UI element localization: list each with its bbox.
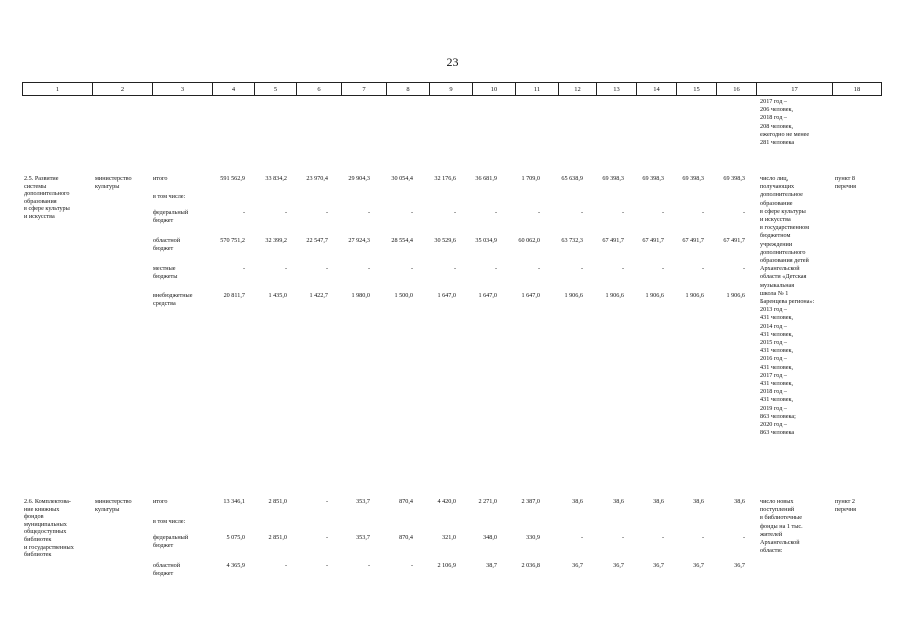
column-header: 7 bbox=[342, 83, 387, 96]
table-cell: 32 399,2 bbox=[265, 237, 287, 244]
table-cell: - bbox=[284, 209, 287, 216]
table-cell: 32 176,6 bbox=[434, 175, 456, 182]
table-cell: - bbox=[661, 265, 664, 272]
table-cell: 1 500,0 bbox=[394, 292, 413, 299]
table-cell: - bbox=[410, 265, 413, 272]
table-cell: 1 906,6 bbox=[726, 292, 745, 299]
table-cell: 321,0 bbox=[442, 534, 456, 541]
table-cell: 1 422,7 bbox=[309, 292, 328, 299]
column-header: 15 bbox=[677, 83, 717, 96]
table-cell: - bbox=[325, 265, 328, 272]
table-cell: 27 924,3 bbox=[348, 237, 370, 244]
table-cell: - bbox=[701, 534, 704, 541]
table-cell: - bbox=[701, 265, 704, 272]
column-header: 6 bbox=[297, 83, 342, 96]
table-cell: 1 647,0 bbox=[437, 292, 456, 299]
table-cell: 60 062,0 bbox=[518, 237, 540, 244]
table-cell: 20 811,7 bbox=[223, 292, 245, 299]
table-cell: 69 398,3 bbox=[602, 175, 624, 182]
table-cell: 353,7 bbox=[356, 534, 370, 541]
table-cell: - bbox=[537, 209, 540, 216]
table-cell: 2 271,0 bbox=[478, 498, 497, 505]
table-cell: 36,7 bbox=[734, 562, 745, 569]
row-2-6-result: число новых поступлений в библиотечные фонды на 1 тыс. жителей Архангельской области: bbox=[760, 498, 803, 555]
column-header: 5 bbox=[255, 83, 297, 96]
table-cell: 38,6 bbox=[653, 498, 664, 505]
column-header: 9 bbox=[430, 83, 473, 96]
table-cell: 591 562,9 bbox=[220, 175, 245, 182]
row-2-6-source: в том числе: bbox=[153, 518, 186, 525]
table-cell: 1 435,0 bbox=[268, 292, 287, 299]
column-header: 8 bbox=[387, 83, 430, 96]
table-cell: - bbox=[325, 534, 328, 541]
page-number: 23 bbox=[446, 55, 459, 69]
table-cell: 30 054,4 bbox=[391, 175, 413, 182]
table-cell: 1 906,6 bbox=[645, 292, 664, 299]
table-cell: 36 681,9 bbox=[475, 175, 497, 182]
table-cell: 22 547,7 bbox=[306, 237, 328, 244]
row-2-6-reference: пункт 2 перечня bbox=[835, 498, 857, 513]
row-2-5-source: федеральный бюджет bbox=[153, 209, 189, 224]
table-cell: 33 834,2 bbox=[265, 175, 287, 182]
table-cell: 870,4 bbox=[399, 498, 413, 505]
table-cell: 4 420,0 bbox=[437, 498, 456, 505]
row-2-6-name: 2.6. Комплектова- ние книжных фондов муниципальных общедоступных библиотек и государственных библиотек bbox=[24, 498, 74, 559]
column-header-table bbox=[22, 82, 882, 96]
table-cell: 1 906,6 bbox=[564, 292, 583, 299]
table-cell: 67 491,7 bbox=[602, 237, 624, 244]
table-cell: 65 638,9 bbox=[561, 175, 583, 182]
row-2-5-result: число лиц, получающих дополнительное образование в сфере культуры и искусства в государственном бюджетном учреждении дополнительного образования детей Архангельской области «Детская музыкальная школа № 1 Баренцева региона»: 2013 год – 431 человек, 2014 год – 431 человек, 2015 год – 431 человек, 2016 год – 431 человек, 2017 год – 431 человек, 2018 год – 431 человек, 2019 год – 863 человека; 2020 год – 863 человека bbox=[760, 175, 815, 437]
table-cell: 1 709,0 bbox=[521, 175, 540, 182]
table-cell: - bbox=[367, 209, 370, 216]
table-cell: 29 904,3 bbox=[348, 175, 370, 182]
table-cell: - bbox=[494, 209, 497, 216]
table-cell: 348,0 bbox=[483, 534, 497, 541]
table-cell: 36,7 bbox=[693, 562, 704, 569]
table-cell: - bbox=[701, 209, 704, 216]
column-header: 11 bbox=[516, 83, 559, 96]
table-cell: 4 365,9 bbox=[226, 562, 245, 569]
top-note: 2017 год – 206 человек, 2018 год – 208 человек, ежегодно не менее 281 человека bbox=[760, 98, 810, 147]
column-header: 4 bbox=[213, 83, 255, 96]
column-header: 17 bbox=[757, 83, 833, 96]
table-cell: 67 491,7 bbox=[682, 237, 704, 244]
table-cell: 2 851,0 bbox=[268, 534, 287, 541]
row-2-5-source: областной бюджет bbox=[153, 237, 181, 252]
column-header: 2 bbox=[93, 83, 153, 96]
table-cell: 69 398,3 bbox=[682, 175, 704, 182]
table-cell: - bbox=[742, 534, 745, 541]
row-2-5-source: местные бюджеты bbox=[153, 265, 178, 280]
table-cell: 28 554,4 bbox=[391, 237, 413, 244]
table-cell: - bbox=[742, 265, 745, 272]
table-cell: - bbox=[580, 209, 583, 216]
table-cell: 2 851,0 bbox=[268, 498, 287, 505]
table-cell: 35 034,9 bbox=[475, 237, 497, 244]
column-header: 1 bbox=[23, 83, 93, 96]
table-cell: 38,6 bbox=[613, 498, 624, 505]
table-cell: 1 906,6 bbox=[605, 292, 624, 299]
table-cell: 1 980,0 bbox=[351, 292, 370, 299]
table-cell: - bbox=[453, 209, 456, 216]
row-2-6-executor: министерство культуры bbox=[95, 498, 132, 513]
table-cell: 38,6 bbox=[572, 498, 583, 505]
table-cell: - bbox=[242, 265, 245, 272]
table-cell: 13 346,1 bbox=[223, 498, 245, 505]
table-cell: - bbox=[661, 534, 664, 541]
table-cell: 1 647,0 bbox=[478, 292, 497, 299]
table-cell: - bbox=[325, 562, 328, 569]
row-2-6-source: федеральный бюджет bbox=[153, 534, 189, 549]
table-cell: 36,7 bbox=[572, 562, 583, 569]
table-cell: - bbox=[661, 209, 664, 216]
row-2-6-source: итого bbox=[153, 498, 168, 505]
table-cell: - bbox=[742, 209, 745, 216]
table-cell: 570 751,2 bbox=[220, 237, 245, 244]
table-cell: 36,7 bbox=[613, 562, 624, 569]
row-2-5-reference: пункт 8 перечня bbox=[835, 175, 857, 190]
table-cell: - bbox=[284, 265, 287, 272]
column-header: 16 bbox=[717, 83, 757, 96]
table-cell: 330,9 bbox=[526, 534, 540, 541]
table-cell: - bbox=[621, 534, 624, 541]
row-2-5-source: в том числе: bbox=[153, 193, 186, 200]
table-cell: 1 906,6 bbox=[685, 292, 704, 299]
table-cell: - bbox=[537, 265, 540, 272]
table-cell: 1 647,0 bbox=[521, 292, 540, 299]
row-2-5-executor: министерство культуры bbox=[95, 175, 132, 190]
table-cell: - bbox=[580, 534, 583, 541]
table-cell: - bbox=[494, 265, 497, 272]
table-cell: 69 398,3 bbox=[723, 175, 745, 182]
table-cell: 67 491,7 bbox=[723, 237, 745, 244]
table-cell: 38,6 bbox=[693, 498, 704, 505]
column-header: 12 bbox=[559, 83, 597, 96]
table-cell: 353,7 bbox=[356, 498, 370, 505]
table-cell: 2 106,9 bbox=[437, 562, 456, 569]
table-cell: 23 970,4 bbox=[306, 175, 328, 182]
column-header: 3 bbox=[153, 83, 213, 96]
table-cell: - bbox=[325, 498, 328, 505]
row-2-5-source: внебюджетные средства bbox=[153, 292, 193, 307]
row-2-6-source: областной бюджет bbox=[153, 562, 181, 577]
table-cell: 69 398,3 bbox=[642, 175, 664, 182]
table-cell: - bbox=[410, 562, 413, 569]
table-cell: 36,7 bbox=[653, 562, 664, 569]
row-2-5-name: 2.5. Развитие системы дополнительного образования в сфере культуры и искусства bbox=[24, 175, 70, 220]
table-cell: 2 036,8 bbox=[521, 562, 540, 569]
table-cell: - bbox=[367, 265, 370, 272]
table-cell: 2 387,0 bbox=[521, 498, 540, 505]
column-header: 18 bbox=[833, 83, 882, 96]
column-header: 13 bbox=[597, 83, 637, 96]
table-cell: 30 529,6 bbox=[434, 237, 456, 244]
table-cell: 38,7 bbox=[486, 562, 497, 569]
table-cell: 870,4 bbox=[399, 534, 413, 541]
table-cell: - bbox=[367, 562, 370, 569]
column-header: 10 bbox=[473, 83, 516, 96]
table-cell: - bbox=[410, 209, 413, 216]
row-2-5-source: итого bbox=[153, 175, 168, 182]
table-cell: - bbox=[242, 209, 245, 216]
column-header: 14 bbox=[637, 83, 677, 96]
table-cell: - bbox=[284, 562, 287, 569]
table-cell: 67 491,7 bbox=[642, 237, 664, 244]
table-cell: - bbox=[621, 209, 624, 216]
table-cell: - bbox=[325, 209, 328, 216]
table-cell: - bbox=[580, 265, 583, 272]
table-cell: 5 075,0 bbox=[226, 534, 245, 541]
table-cell: - bbox=[453, 265, 456, 272]
table-cell: 63 732,3 bbox=[561, 237, 583, 244]
table-cell: 38,6 bbox=[734, 498, 745, 505]
table-cell: - bbox=[621, 265, 624, 272]
